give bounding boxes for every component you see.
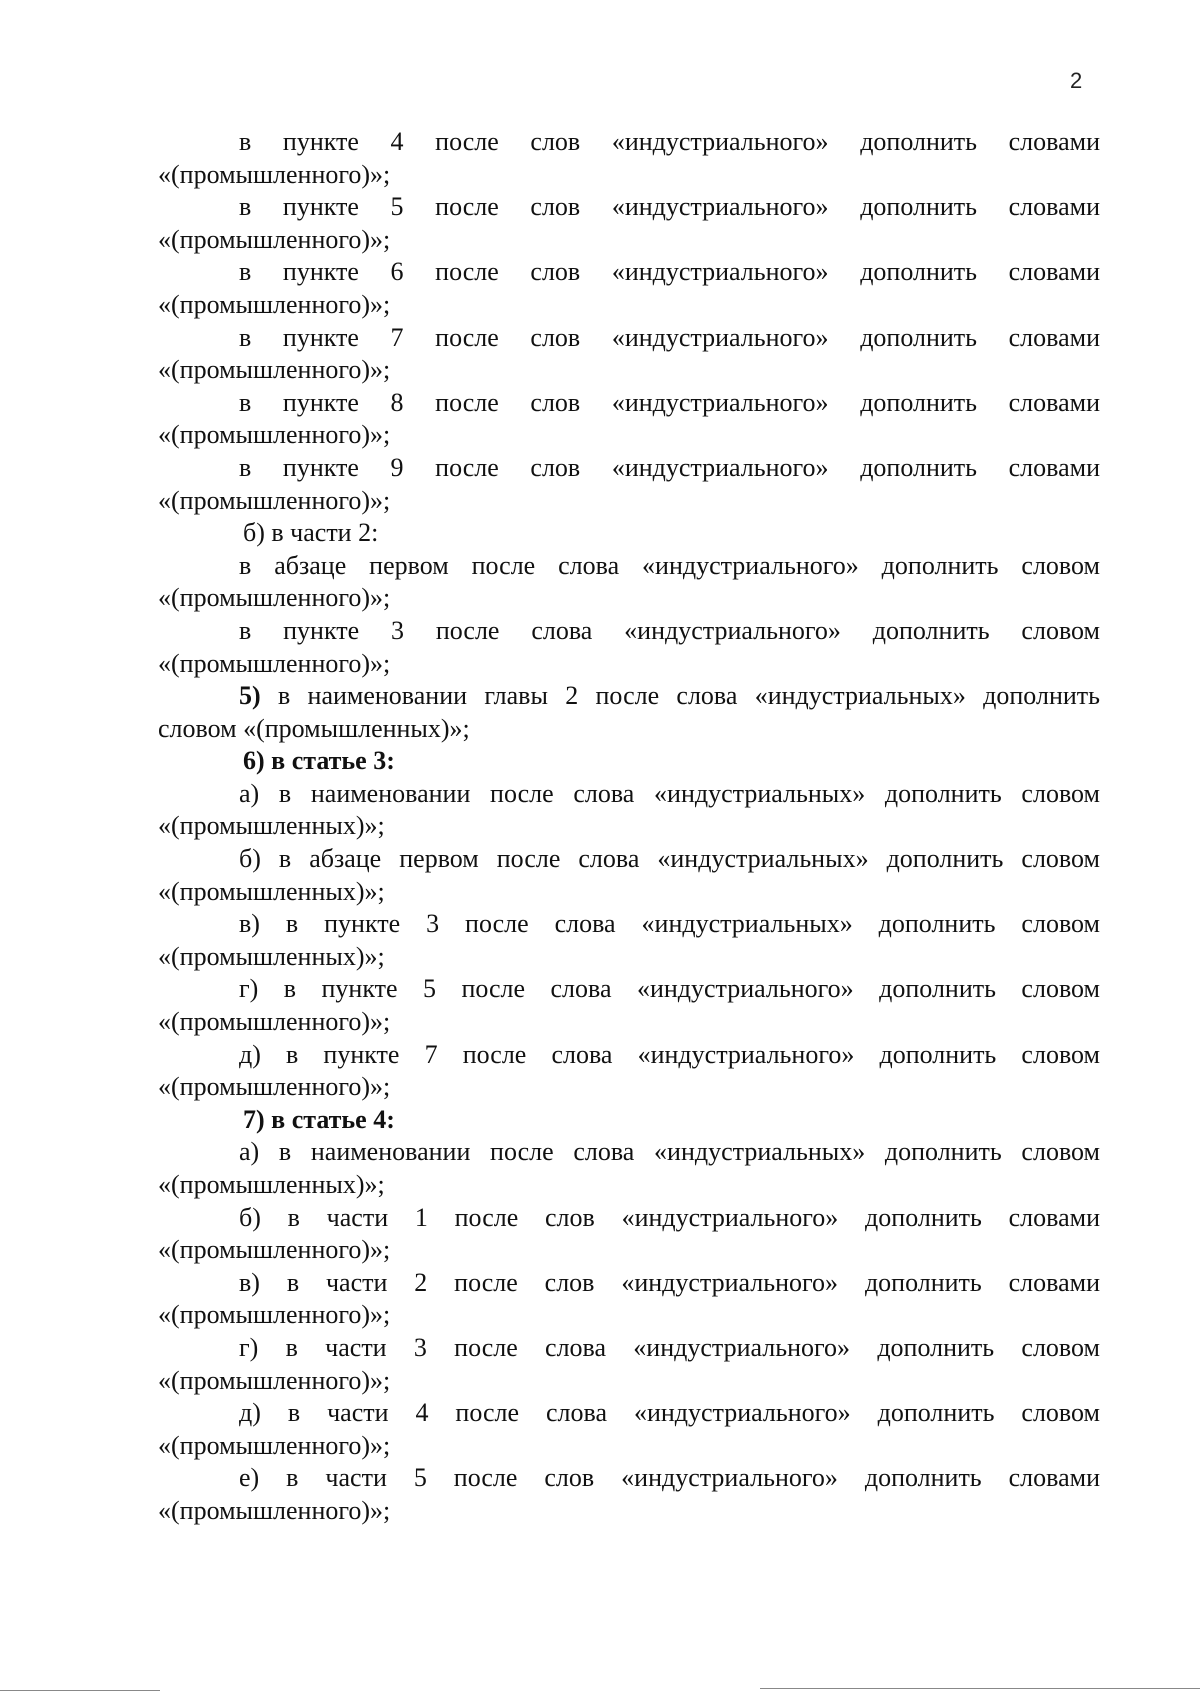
- paragraph-continuation: словом «(промышленных)»;: [158, 713, 470, 743]
- paragraph-first-line: в пункте 6 после слов «индустриального» дополнить словами: [239, 257, 1100, 287]
- item-number: 5): [239, 681, 261, 711]
- paragraph-continuation: «(промышленных)»;: [158, 811, 385, 841]
- paragraph-continuation: «(промышленного)»;: [158, 159, 391, 189]
- paragraph-first-line: в) в части 2 после слов «индустриального» дополнить словами: [239, 1267, 1100, 1297]
- section-heading: 6) в статье 3:: [243, 746, 395, 776]
- paragraph-first-line: в пункте 3 после слова «индустриального» дополнить словом: [239, 615, 1100, 645]
- subsection-heading: б) в части 2:: [243, 518, 379, 548]
- scan-edge-line: [0, 1690, 160, 1691]
- paragraph-continuation: «(промышленного)»;: [158, 224, 391, 254]
- paragraph-first-line: е) в части 5 после слов «индустриального» дополнить словами: [239, 1463, 1100, 1493]
- paragraph-first-line: д) в пункте 7 после слова «индустриального» дополнить словом: [239, 1039, 1100, 1069]
- paragraph-continuation: «(промышленного)»;: [158, 1235, 391, 1265]
- paragraph-continuation: «(промышленного)»;: [158, 289, 391, 319]
- paragraph-first-line: в пункте 5 после слов «индустриального» дополнить словами: [239, 192, 1100, 222]
- paragraph-first-line: в пункте 7 после слов «индустриального» дополнить словами: [239, 322, 1100, 352]
- paragraph-continuation: «(промышленного)»;: [158, 1495, 391, 1525]
- paragraph-first-line: в пункте 8 после слов «индустриального» дополнить словами: [239, 387, 1100, 417]
- paragraph-continuation: «(промышленных)»;: [158, 876, 385, 906]
- item-text: в наименовании главы 2 после слова «индустриальных» дополнить: [260, 681, 1100, 711]
- section-heading: 7) в статье 4:: [243, 1104, 395, 1134]
- paragraph-first-line: г) в пункте 5 после слова «индустриального» дополнить словом: [239, 974, 1100, 1004]
- paragraph-first-line: [158, 680, 1100, 713]
- paragraph-first-line: г) в части 3 после слова «индустриального» дополнить словом: [239, 1332, 1100, 1362]
- paragraph-first-line: а) в наименовании после слова «индустриальных» дополнить словом: [239, 778, 1100, 808]
- paragraph-continuation: «(промышленного)»;: [158, 1300, 391, 1330]
- paragraph-continuation: «(промышленного)»;: [158, 420, 391, 450]
- paragraph-first-line: д) в части 4 после слова «индустриального» дополнить словом: [239, 1398, 1100, 1428]
- paragraph-continuation: «(промышленного)»;: [158, 1365, 391, 1395]
- paragraph-continuation: «(промышленного)»;: [158, 355, 391, 385]
- paragraph-first-line: б) в части 1 после слов «индустриального» дополнить словами: [239, 1202, 1100, 1232]
- paragraph-first-line: б) в абзаце первом после слова «индустриальных» дополнить словом: [239, 844, 1100, 874]
- paragraph-first-line: а) в наименовании после слова «индустриальных» дополнить словом: [239, 1137, 1100, 1167]
- paragraph-continuation: «(промышленного)»;: [158, 648, 391, 678]
- paragraph-continuation: «(промышленного)»;: [158, 1007, 391, 1037]
- paragraph-first-line: в) в пункте 3 после слова «индустриальных» дополнить словом: [239, 909, 1100, 939]
- paragraph-first-line: в пункте 4 после слов «индустриального» дополнить словами: [239, 127, 1100, 156]
- paragraph-first-line: в пункте 9 после слов «индустриального» дополнить словами: [239, 452, 1100, 482]
- paragraph-first-line: в абзаце первом после слова «индустриального» дополнить словом: [239, 550, 1100, 580]
- paragraph-continuation: «(промышленного)»;: [158, 583, 391, 613]
- paragraph-continuation: «(промышленных)»;: [158, 1170, 385, 1199]
- document-body: [158, 126, 1100, 1528]
- paragraph-continuation: «(промышленного)»;: [158, 485, 391, 515]
- scan-edge-line: [760, 1688, 1200, 1689]
- paragraph-continuation: «(промышленного)»;: [158, 1430, 391, 1460]
- paragraph-continuation: «(промышленного)»;: [158, 1072, 391, 1102]
- paragraph-continuation: «(промышленных)»;: [158, 941, 385, 971]
- page-number: 2: [1070, 68, 1083, 93]
